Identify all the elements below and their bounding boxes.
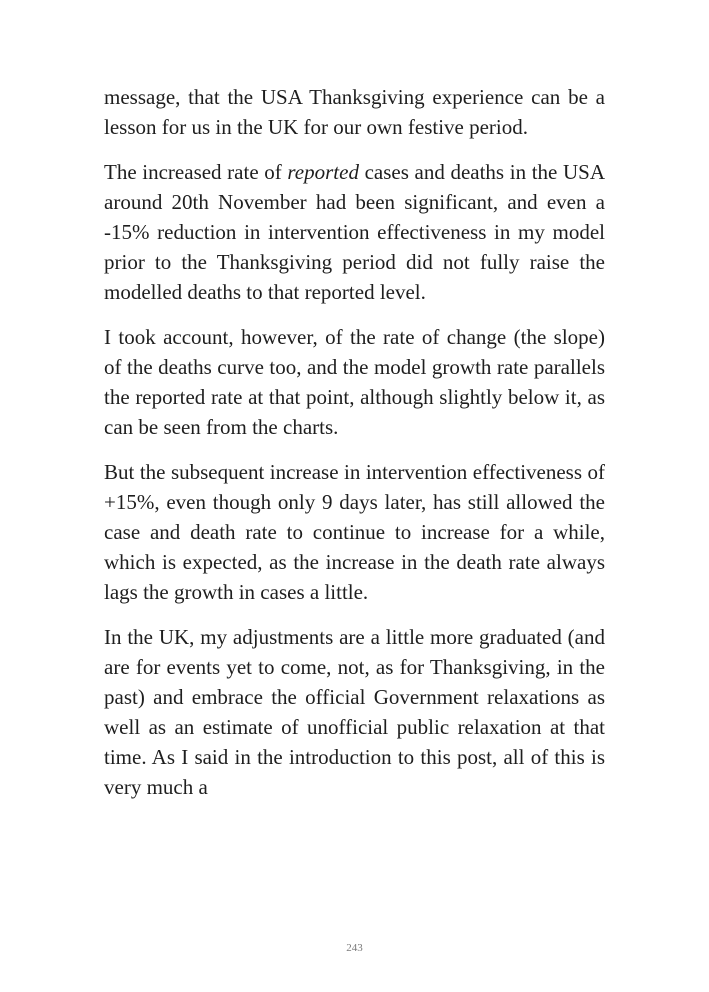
paragraph-3: I took account, however, of the rate of change (the slope) of the deaths curve too, and the model growth rate parallels the reported rate at that point, although slightly below it, as can be seen from the charts. <box>104 325 605 439</box>
body-text <box>104 82 605 817</box>
paragraph-2 <box>104 157 605 307</box>
page-number: 243 <box>346 942 363 954</box>
emphasis-reported: reported <box>287 160 359 184</box>
paragraph-2-rest: cases and deaths in the USA around 20th November had been significant, and even a -15% reduction in intervention effectiveness in my model prior to the Thanksgiving period did not fully raise the modelled deaths to that reported level. <box>104 160 605 304</box>
paragraph-4: But the subsequent increase in intervention effectiveness of +15%, even though only 9 days later, has still allowed the case and death rate to continue to increase for a while, which is expected, as the increase in the death rate always lags the growth in cases a little. <box>104 460 605 604</box>
paragraph-2-lead: The increased rate of <box>104 160 288 184</box>
paragraph-5: In the UK, my adjustments are a little more graduated (and are for events yet to come, not, as for Thanksgiving, in the past) and embrace the official Government relaxations as well as an estimate of unofficial public relaxation at that time. As I said in the introduction to this post, all of this is very much a <box>104 625 605 799</box>
paragraph-1: message, that the USA Thanksgiving experience can be a lesson for us in the UK for our own festive period. <box>104 85 605 139</box>
